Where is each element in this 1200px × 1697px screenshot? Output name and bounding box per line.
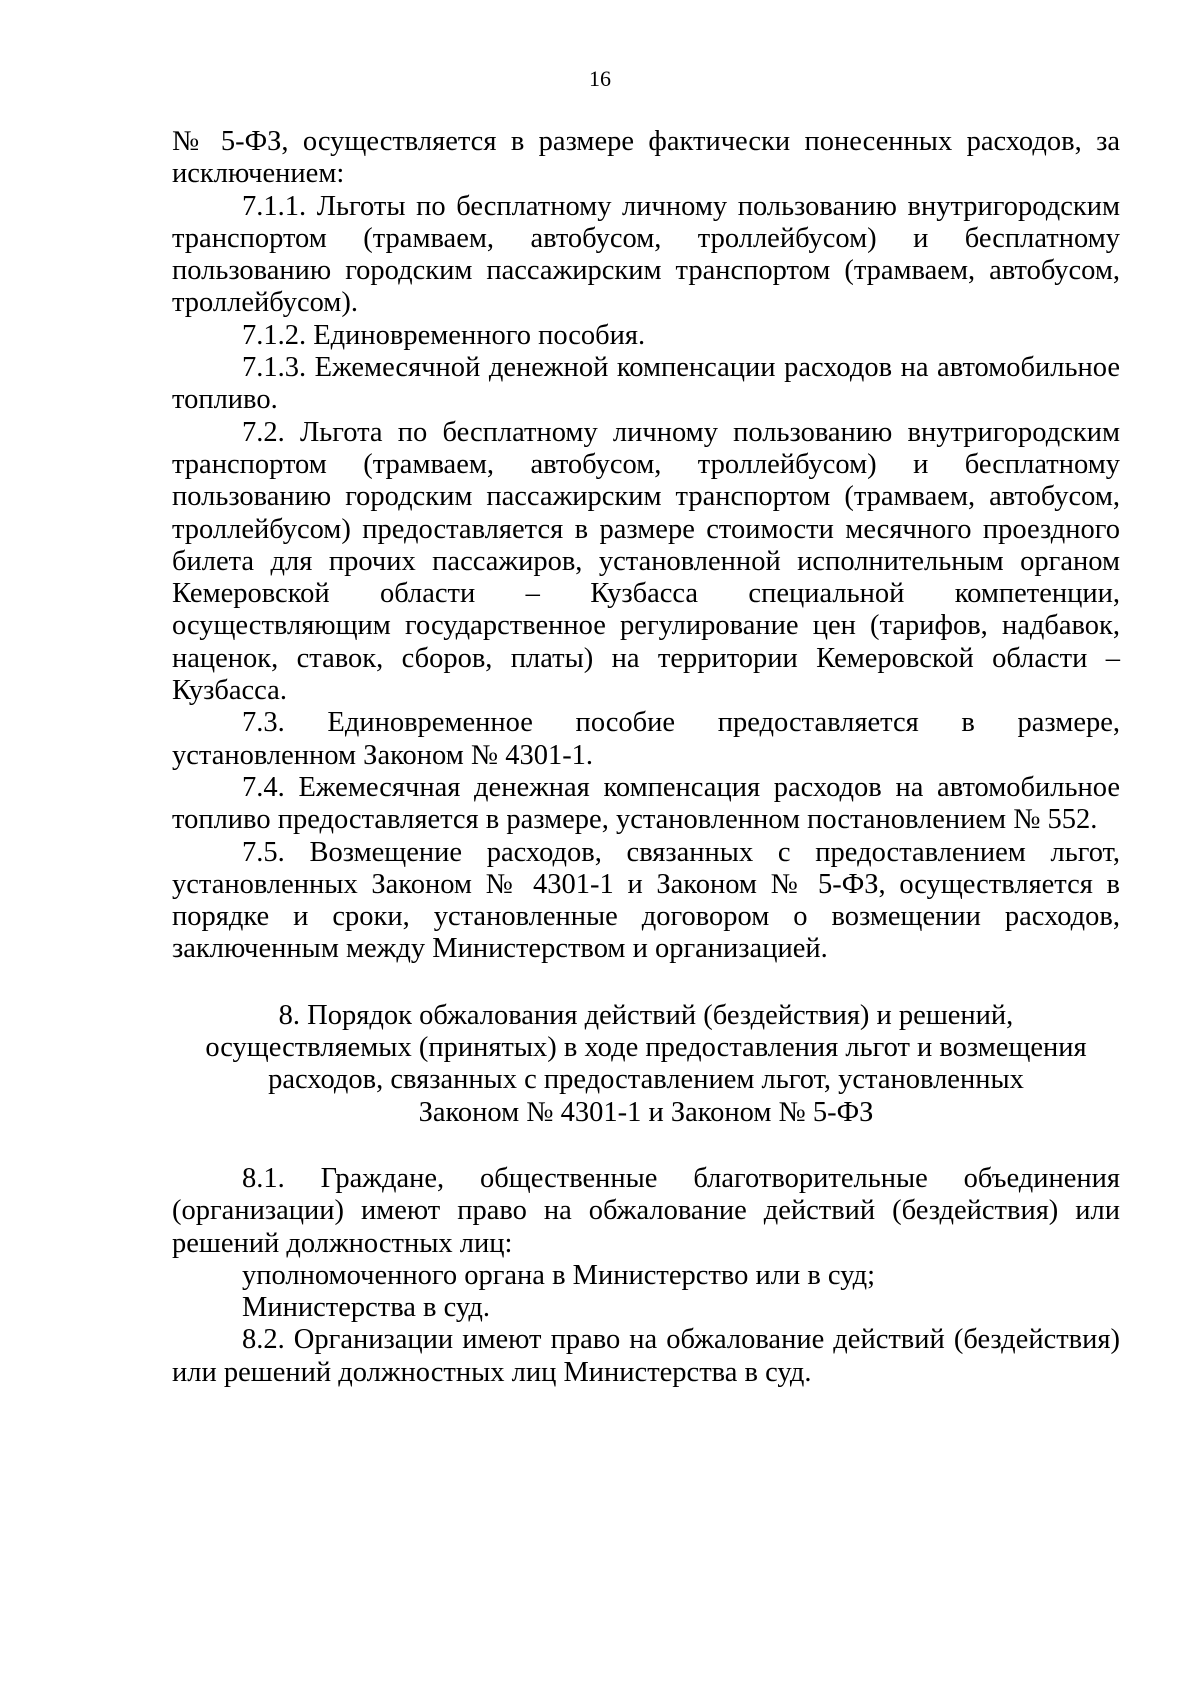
list-item-authorized-body: уполномоченного органа в Министерство или в суд; xyxy=(242,1259,876,1291)
heading-line: Законом № 4301-1 и Законом № 5-ФЗ xyxy=(418,1096,874,1128)
paragraph-7-4: 7.4. Ежемесячная денежная компенсация расходов на автомобильное топливо предоставляется в размере, установленном постановлением № 552. xyxy=(172,771,1120,836)
page-number: 16 xyxy=(589,66,611,91)
heading-line: осуществляемых (принятых) в ходе предоставления льгот и возмещения xyxy=(205,1032,1087,1064)
paragraph-7-1-1: 7.1.1. Льготы по бесплатному личному пользованию внутригородским транспортом (трамваем, автобусом, троллейбусом) и бесплатному пользованию городским пассажирским транспортом (трамваем, автобусом, троллейбусом). xyxy=(172,190,1120,319)
section-8-heading xyxy=(172,1000,1120,1129)
document-body xyxy=(172,126,1120,1389)
paragraph-7-1-2: 7.1.2. Единовременного пособия. xyxy=(242,319,646,351)
paragraph-7-1-3: 7.1.3. Ежемесячной денежной компенсации расходов на автомобильное топливо. xyxy=(172,352,1120,416)
paragraph-7-5: 7.5. Возмещение расходов, связанных с предоставлением льгот, установленных Законом № 4301-1 и Законом № 5-ФЗ, осуществляется в порядке и сроки, установленные договором о возмещении расходов, заключенным между Министерством и организацией. xyxy=(172,836,1120,965)
list-item-ministry: Министерства в суд. xyxy=(242,1292,490,1324)
paragraph-8-1: 8.1. Граждане, общественные благотворительные объединения (организации) имеют право на обжалование действий (бездействия) или решений должностных лиц: xyxy=(172,1162,1120,1259)
paragraph-continuation: № 5-ФЗ, осуществляется в размере фактически понесенных расходов, за исключением: xyxy=(172,126,1120,190)
heading-line: расходов, связанных с предоставлением льгот, установленных xyxy=(268,1064,1024,1096)
paragraph-8-2: 8.2. Организации имеют право на обжалование действий (бездействия) или решений должностных лиц Министерства в суд. xyxy=(172,1324,1120,1388)
heading-line: 8. Порядок обжалования действий (бездействия) и решений, xyxy=(278,999,1014,1031)
paragraph-7-3: 7.3. Единовременное пособие предоставляется в размере, установленном Законом № 4301-1. xyxy=(172,707,1120,771)
paragraph-7-2: 7.2. Льгота по бесплатному личному пользованию внутригородским транспортом (трамваем, автобусом, троллейбусом) и бесплатному пользованию городским пассажирским транспортом (трамваем, автобусом, троллейбусом) предоставляется в размере стоимости месячного проездного билета для прочих пассажиров, установленной исполнительным органом Кемеровской области – Кузбасса специальной компетенции, осуществляющим государственное регулирование цен (тарифов, надбавок, наценок, ставок, сборов, платы) на территории Кемеровской области – Кузбасса. xyxy=(172,416,1120,707)
